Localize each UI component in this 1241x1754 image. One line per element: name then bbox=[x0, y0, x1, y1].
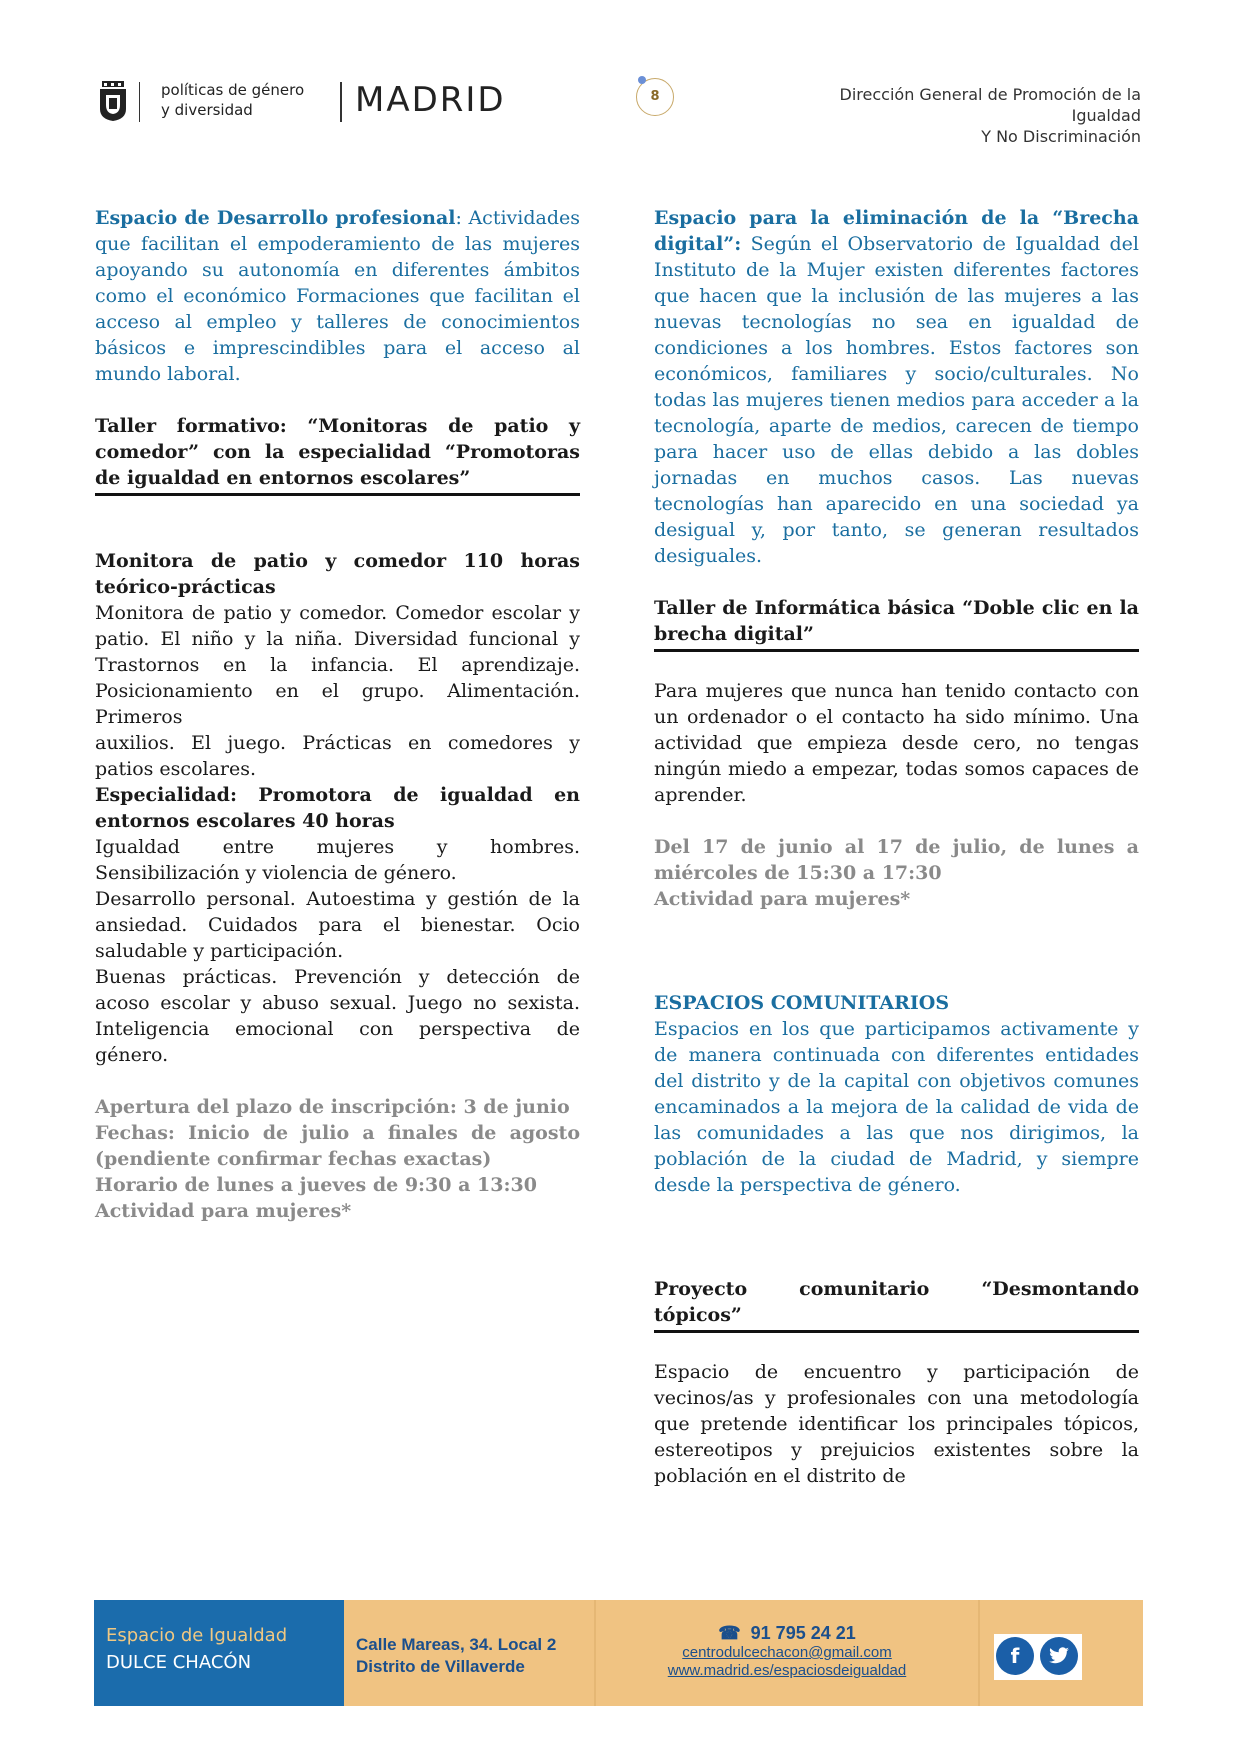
page-number-dot bbox=[638, 76, 646, 84]
social-icons bbox=[994, 1634, 1082, 1680]
info-fechas-taller: Del 17 de junio al 17 de julio, de lunes a miércoles de 15:30 a 17:30 bbox=[654, 836, 1139, 884]
left-column bbox=[95, 205, 580, 1224]
section-body: Actividades que facilitan el empoderamiento de las mujeres apoyando su autonomía en diferentes ámbitos como el económico Formaciones que facilitan el acceso al empleo y talleres de conocimientos básicos e imprescindibles para el acceso al mundo laboral. bbox=[95, 207, 580, 385]
section-body: Según el Observatorio de Igualdad del Instituto de la Mujer existen diferentes factores que hacen que la inclusión de las mujeres a las nuevas tecnologías no sea en igualdad de condiciones a los hombres. Estos factores son económicos, familiares y socio/culturales. No todas las mujeres tienen medios para acceder a la tecnología, aparte de medios, carecen de tiempo para hacer uso de ellas debido a las dobles jornadas en muchos casos. Las nuevas tecnologías han aparecido en una sociedad ya desigual y, por tanto, se generan resultados desiguales. bbox=[654, 233, 1139, 567]
section-brecha-digital bbox=[654, 205, 1139, 569]
espacios-comunitarios-body: Espacios en los que participamos activamente y de manera continuada con diferentes entidades del distrito y de la capital con objetivos comunes encaminados a la mejora de la calidad de vida de las comunidades a las que nos dirigimos, la población de la ciudad de Madrid, y siempre desde la perspectiva de género. bbox=[654, 1018, 1139, 1196]
especialidad-body-1: Igualdad entre mujeres y hombres. Sensibilización y violencia de género. bbox=[95, 836, 580, 884]
proyecto-body: Espacio de encuentro y participación de vecinos/as y profesionales con una metodología que pretende identificar los principales tópicos, estereotipos y prejuicios existentes sobre la población en el distrito de bbox=[654, 1361, 1139, 1487]
logo-madrid: MADRID bbox=[355, 80, 506, 120]
org-line-2: Igualdad bbox=[1071, 106, 1141, 125]
footer-address bbox=[344, 1600, 594, 1706]
madrid-shield-icon bbox=[98, 81, 128, 121]
phone-number: 91 795 24 21 bbox=[750, 1623, 856, 1643]
email-link[interactable]: centrodulcechacon@gmail.com bbox=[682, 1644, 892, 1661]
monitora-body-1: Monitora de patio y comedor. Comedor escolar y patio. El niño y la niña. Diversidad funcional y Trastornos en la infancia. El aprendizaje. Posicionamiento en el grupo. Alimentación. Primeros bbox=[95, 602, 580, 728]
section-title: Espacio de Desarrollo profesional bbox=[95, 207, 456, 229]
center-name-line-2: DULCE CHACÓN bbox=[106, 1652, 252, 1673]
taller-informatica-body: Para mujeres que nunca han tenido contacto con un ordenador o el contacto ha sido mínimo. Una actividad que empieza desde cero, no tengas ningún miedo a empezar, todas somos capaces de aprender. bbox=[654, 680, 1139, 806]
logo-subtitle bbox=[161, 80, 304, 120]
monitora-body-2: auxilios. El juego. Prácticas en comedores y patios escolares. bbox=[95, 732, 580, 780]
especialidad-body-3: Buenas prácticas. Prevención y detección de acoso escolar y abuso sexual. Juego no sexista. Inteligencia emocional con perspectiva de género. bbox=[95, 966, 580, 1066]
logo-line-1: políticas de género bbox=[161, 81, 305, 99]
info-actividad-taller: Actividad para mujeres* bbox=[654, 888, 911, 910]
taller-informatica-title: Taller de Informática básica “Doble clic en la brecha digital” bbox=[654, 597, 1139, 645]
especialidad-title: Especialidad: Promotora de igualdad en entornos escolares 40 horas bbox=[95, 784, 580, 832]
info-fechas: Fechas: Inicio de julio a finales de agosto (pendiente confirmar fechas exactas) bbox=[95, 1122, 580, 1170]
colon: : bbox=[455, 207, 462, 229]
right-column bbox=[654, 205, 1139, 1489]
section-desarrollo-profesional bbox=[95, 205, 580, 387]
taller-monitoras-title: Taller formativo: “Monitoras de patio y comedor” con la especialidad “Promotoras de igualdad en entornos escolares” bbox=[95, 415, 580, 489]
page-footer bbox=[94, 1600, 1143, 1706]
monitora-title: Monitora de patio y comedor 110 horas teórico-prácticas bbox=[95, 550, 580, 598]
footer-social bbox=[980, 1600, 1143, 1706]
especialidad-body-2: Desarrollo personal. Autoestima y gestión de la ansiedad. Cuidados para el bienestar. Ocio saludable y participación. bbox=[95, 888, 580, 962]
org-line-3: Y No Discriminación bbox=[981, 127, 1141, 146]
center-name-line-1: Espacio de Igualdad bbox=[106, 1625, 288, 1646]
address-line-1: Calle Mareas, 34. Local 2 bbox=[356, 1635, 557, 1654]
web-link[interactable]: www.madrid.es/espaciosdeigualdad bbox=[667, 1662, 907, 1679]
header-organization bbox=[761, 84, 1141, 147]
info-horario: Horario de lunes a jueves de 9:30 a 13:30 bbox=[95, 1174, 537, 1196]
phone-icon: ☎ bbox=[718, 1623, 741, 1643]
address-line-2: Distrito de Villaverde bbox=[356, 1657, 525, 1676]
page-header bbox=[0, 0, 1241, 150]
section-title: Espacio para la eliminación de la “Brecha digital”: bbox=[654, 207, 1139, 255]
twitter-icon[interactable] bbox=[1040, 1637, 1078, 1675]
footer-contact bbox=[596, 1600, 978, 1706]
proyecto-title: Proyecto comunitario “Desmontando tópicos” bbox=[654, 1278, 1139, 1326]
info-actividad: Actividad para mujeres* bbox=[95, 1200, 352, 1222]
facebook-icon[interactable]: f bbox=[996, 1637, 1034, 1675]
footer-phone bbox=[596, 1622, 978, 1644]
logo-line-2: y diversidad bbox=[161, 101, 253, 119]
footer-center-name bbox=[94, 1600, 344, 1706]
org-line-1: Dirección General de Promoción de la bbox=[839, 85, 1141, 104]
logo-divider bbox=[139, 82, 140, 122]
espacios-comunitarios-title: ESPACIOS COMUNITARIOS bbox=[654, 992, 950, 1014]
info-inscripcion: Apertura del plazo de inscripción: 3 de junio bbox=[95, 1096, 570, 1118]
logo-divider-2 bbox=[340, 82, 342, 122]
page-number: 8 bbox=[636, 78, 674, 116]
